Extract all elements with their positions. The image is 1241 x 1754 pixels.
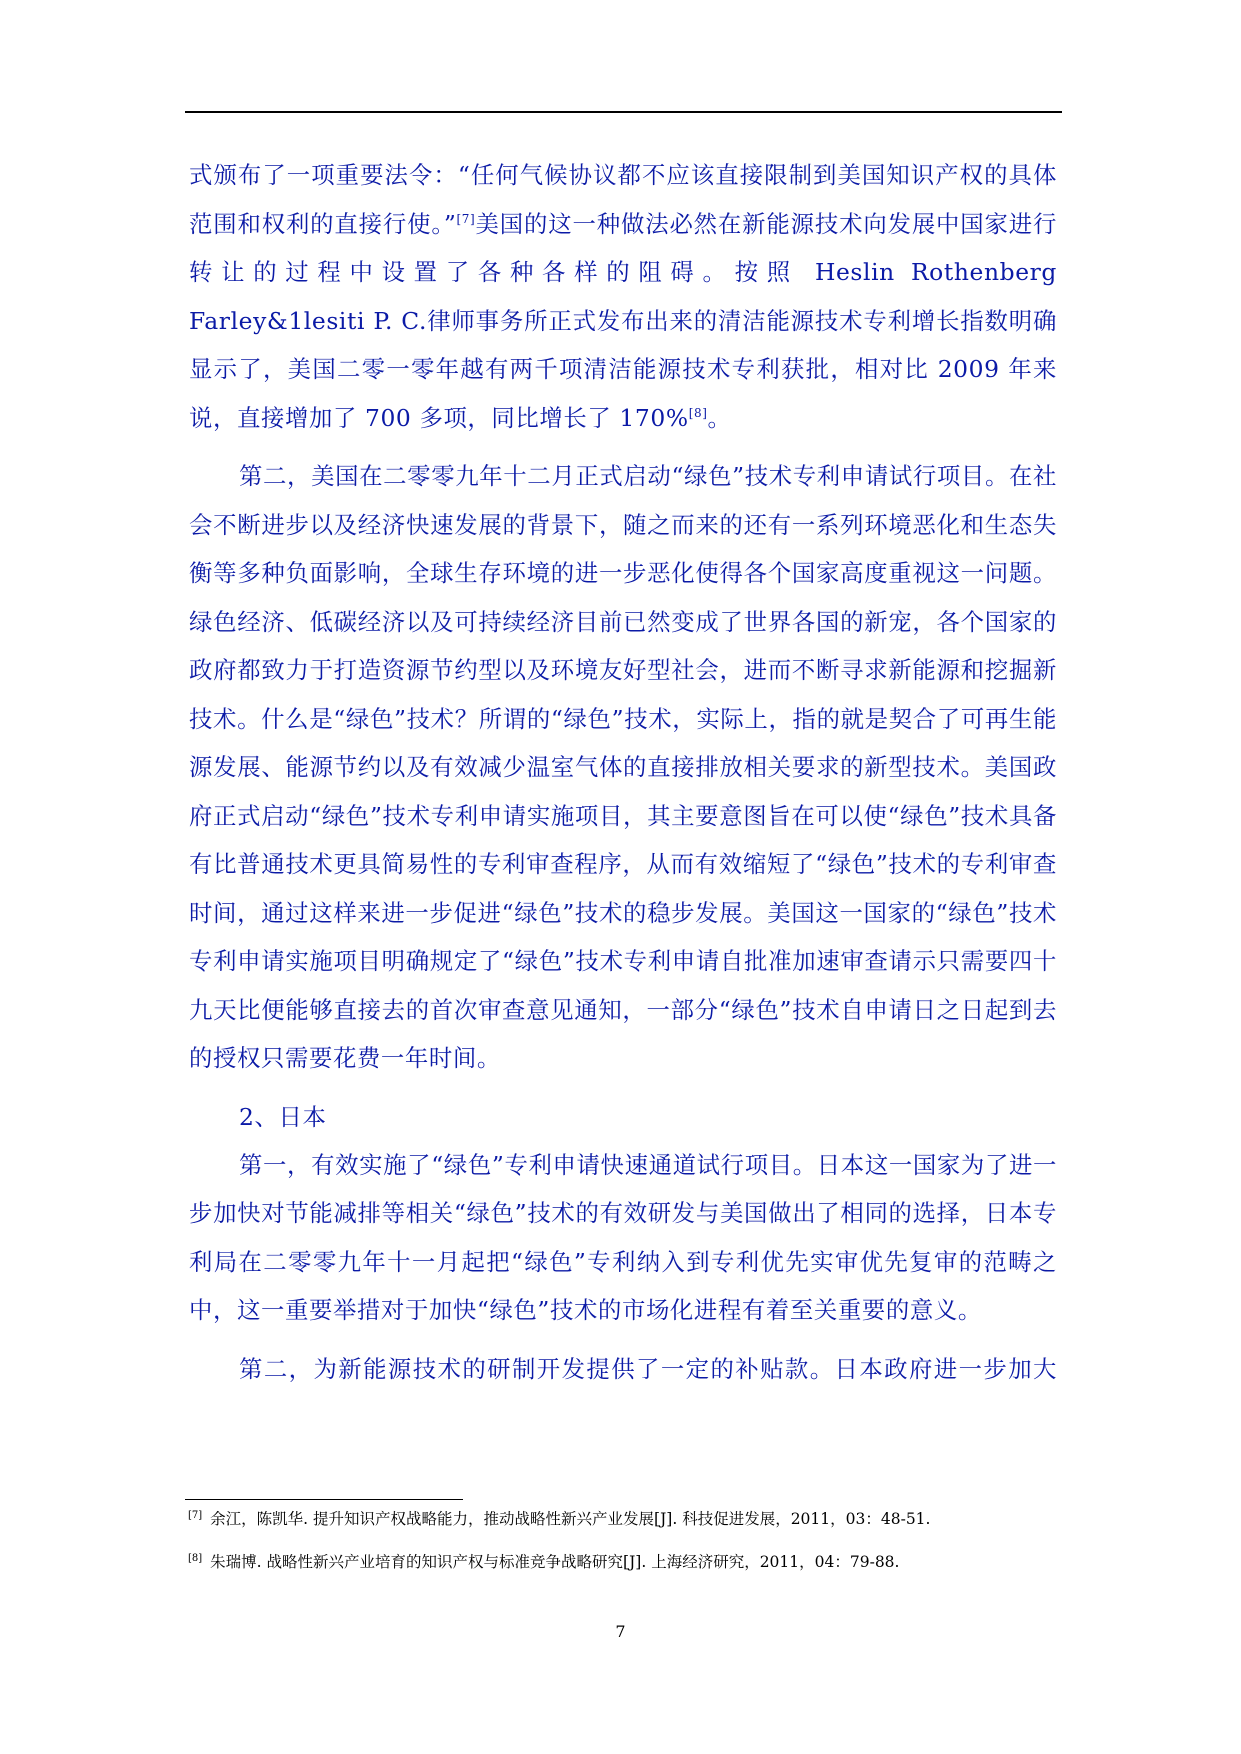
- footnotes: [188, 1507, 1008, 1593]
- paragraph-japan-subsidy: 第二，为新能源技术的研制开发提供了一定的补贴款。日本政府进一步加大: [239, 1354, 1057, 1383]
- paragraph-continued: [189, 151, 1057, 442]
- section-heading-japan: 2、日本: [239, 1102, 327, 1131]
- header-rule: [185, 111, 1062, 113]
- footnote-rule: [185, 1499, 463, 1500]
- footnote-8: [188, 1550, 1008, 1575]
- footnote-7: [188, 1507, 1008, 1532]
- page-number: 7: [615, 1622, 626, 1641]
- paragraph-text: 式颁布了一项重要法令：“任何气候协议都不应该直接限制到美国知识产权的具体范围和权利的直接行使。”: [189, 161, 1057, 238]
- footnote-marker: [8]: [188, 1552, 203, 1564]
- footnote-marker: [7]: [188, 1509, 203, 1521]
- footnote-ref-8[interactable]: [8]: [688, 405, 708, 420]
- footnote-text: 余江，陈凯华. 提升知识产权战略能力，推动战略性新兴产业发展[J]. 科技促进发展，2011，03：48-51.: [210, 1510, 931, 1528]
- paragraph-us-green-patent: 第二，美国在二零零九年十二月正式启动“绿色”技术专利申请试行项目。在社会不断进步以及经济快速发展的背景下，随之而来的还有一系列环境恶化和生态失衡等多种负面影响，全球生存环境的进一步恶化使得各个国家高度重视这一问题。绿色经济、低碳经济以及可持续经济目前已然变成了世界各国的新宠，各个国家的政府都致力于打造资源节约型以及环境友好型社会，进而不断寻求新能源和挖掘新技术。什么是“绿色”技术？所谓的“绿色”技术，实际上，指的就是契合了可再生能源发展、能源节约以及有效减少温室气体的直接排放相关要求的新型技术。美国政府正式启动“绿色”技术专利申请实施项目，其主要意图旨在可以使“绿色”技术具备有比普通技术更具简易性的专利审查程序，从而有效缩短了“绿色”技术的专利审查时间，通过这样来进一步促进“绿色”技术的稳步发展。美国这一国家的“绿色”技术专利申请实施项目明确规定了“绿色”技术专利申请自批准加速审查请示只需要四十九天比便能够直接去的首次审查意见通知，一部分“绿色”技术自申请日之日起到去的授权只需要花费一年时间。: [189, 462, 1057, 1072]
- paragraph-japan-green-fasttrack: 第一，有效实施了“绿色”专利申请快速通道试行项目。日本这一国家为了进一步加快对节能减排等相关“绿色”技术的有效研发与美国做出了相同的选择，日本专利局在二零零九年十一月起把“绿色”专利纳入到专利优先实审优先复审的范畴之中，这一重要举措对于加快“绿色”技术的市场化进程有着至关重要的意义。: [189, 1150, 1057, 1324]
- footnote-text: 朱瑞博. 战略性新兴产业培育的知识产权与标准竞争战略研究[J]. 上海经济研究，2011，04：79-88.: [210, 1553, 900, 1571]
- paragraph-text: 。: [707, 403, 732, 432]
- paragraph-text: 美国的这一种做法必然在新能源技术向发展中国家进行转让的过程中设置了各种各样的阻碍。按照 Heslin Rothenberg Farley&1lesiti P. C.律师事务所正式发布出来的清洁能源技术专利增长指数明确显示了，美国二零一零年越有两千项清洁能源技术专利获批，相对比 2009 年来说，直接增加了 700 多项，同比增长了 170%: [189, 209, 1057, 432]
- footnote-ref-7[interactable]: [7]: [456, 211, 476, 226]
- body-text: [189, 151, 1057, 1393]
